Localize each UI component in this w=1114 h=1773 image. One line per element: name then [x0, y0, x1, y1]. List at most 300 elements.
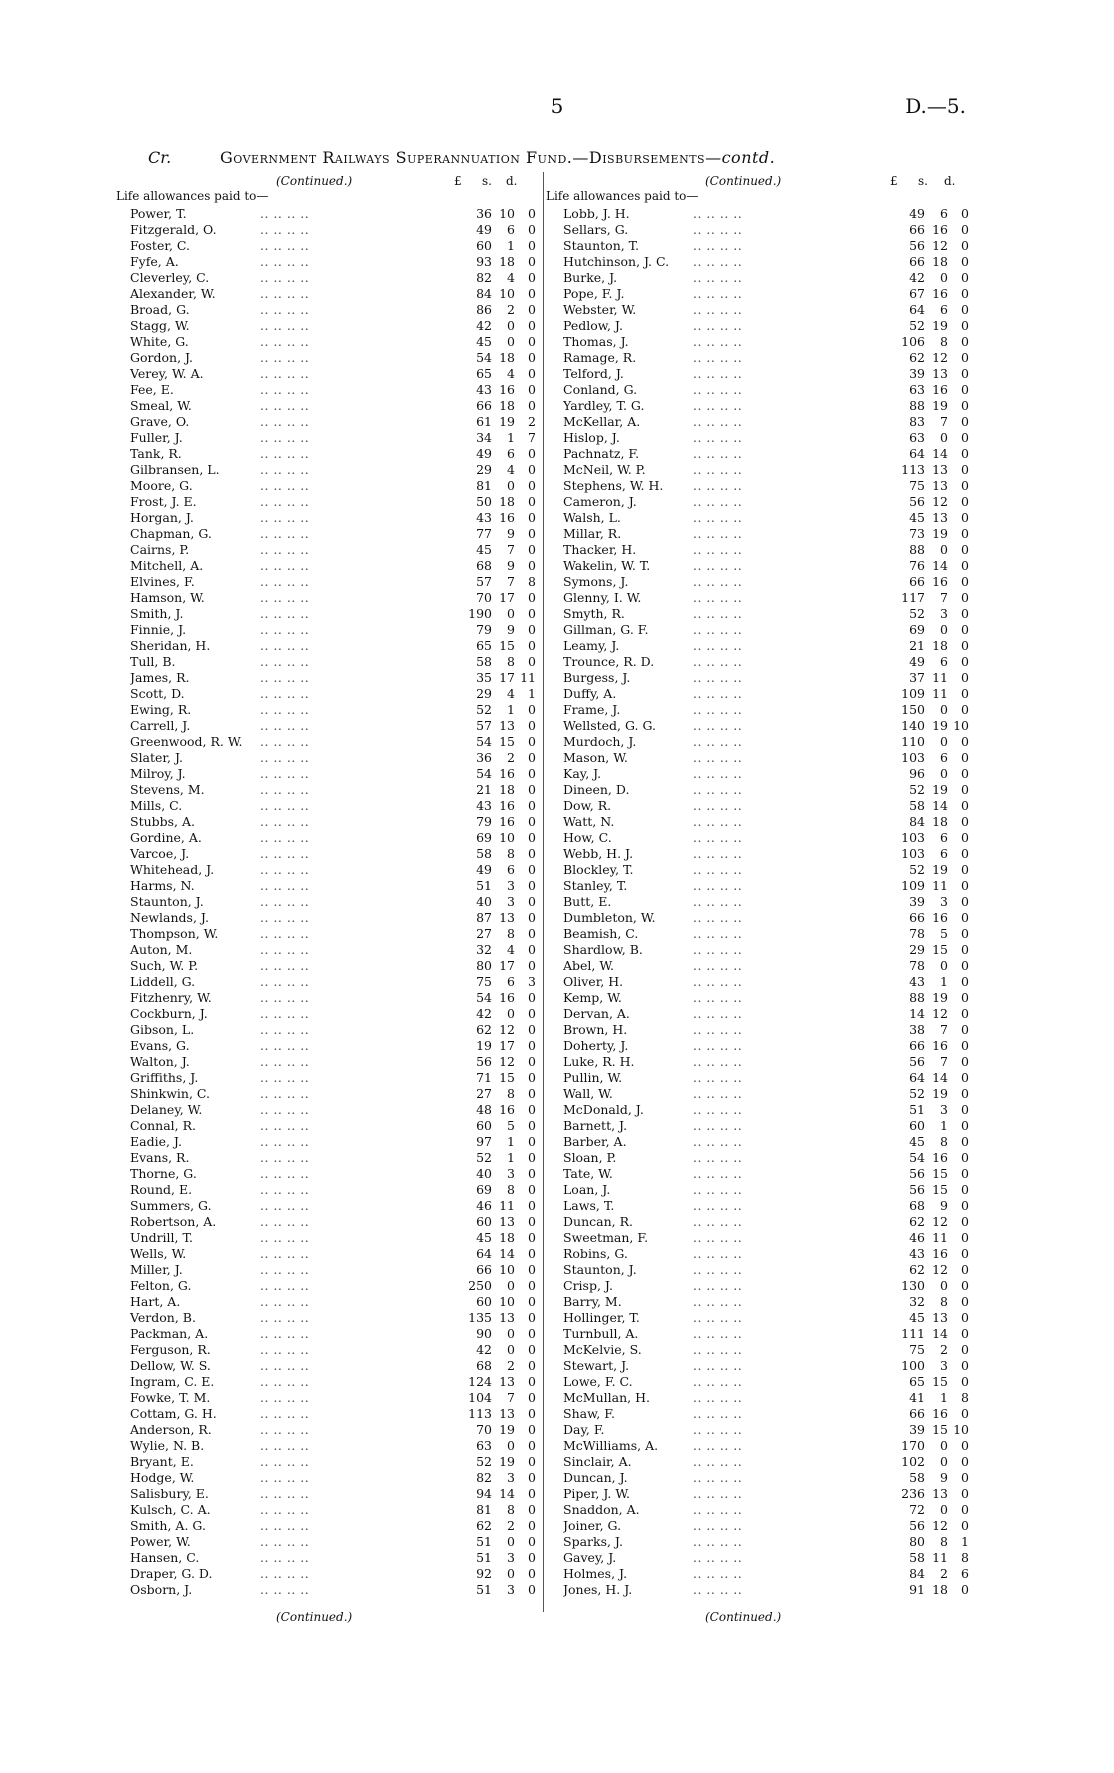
list-item	[130, 1262, 536, 1278]
recipient-name: Fuller, J.	[130, 430, 183, 445]
amount-pence: 0	[961, 1406, 969, 1421]
recipient-name: Ferguson, R.	[130, 1342, 211, 1357]
leader-dots: .. .. .. ..	[260, 798, 310, 813]
amount-pence: 0	[528, 494, 536, 509]
amount-shillings: 15	[932, 1374, 948, 1389]
amount-shillings: 13	[932, 1310, 948, 1325]
leader-dots: .. .. .. ..	[693, 846, 743, 861]
amount-pence: 0	[528, 446, 536, 461]
leader-dots: .. .. .. ..	[693, 1406, 743, 1421]
amount-pence: 0	[961, 478, 969, 493]
amount-pounds: 35	[476, 670, 492, 685]
amount-shillings: 14	[932, 1070, 948, 1085]
list-item	[563, 414, 969, 430]
amount-pounds: 51	[476, 1534, 492, 1549]
recipient-name: Cleverley, C.	[130, 270, 210, 285]
amount-pence: 0	[528, 1086, 536, 1101]
leader-dots: .. .. .. ..	[693, 1486, 743, 1501]
amount-pence: 0	[961, 942, 969, 957]
leader-dots: .. .. .. ..	[693, 1118, 743, 1133]
amount-shillings: 0	[507, 1534, 515, 1549]
leader-dots: .. .. .. ..	[260, 638, 310, 653]
amount-pounds: 84	[909, 1566, 925, 1581]
leader-dots: .. .. .. ..	[693, 1502, 743, 1517]
amount-pence: 0	[961, 1230, 969, 1245]
amount-pence: 0	[961, 526, 969, 541]
amount-shillings: 2	[940, 1342, 948, 1357]
leader-dots: .. .. .. ..	[693, 398, 743, 413]
recipient-name: Finnie, J.	[130, 622, 187, 637]
recipient-name: Laws, T.	[563, 1198, 615, 1213]
amount-shillings: 16	[932, 1038, 948, 1053]
list-item	[130, 526, 536, 542]
amount-pounds: 40	[476, 894, 492, 909]
list-item	[130, 1518, 536, 1534]
recipient-name: Gordine, A.	[130, 830, 202, 845]
list-item	[130, 1006, 536, 1022]
amount-pence: 0	[961, 1054, 969, 1069]
amount-pounds: 66	[476, 398, 492, 413]
recipient-name: Power, T.	[130, 206, 187, 221]
amount-shillings: 10	[499, 1294, 515, 1309]
amount-shillings: 15	[932, 942, 948, 957]
leader-dots: .. .. .. ..	[260, 734, 310, 749]
amount-pounds: 51	[476, 1550, 492, 1565]
leader-dots: .. .. .. ..	[260, 542, 310, 557]
recipient-name: Sinclair, A.	[563, 1454, 632, 1469]
amount-pence: 0	[528, 830, 536, 845]
amount-pounds: 43	[909, 1246, 925, 1261]
recipient-name: Scott, D.	[130, 686, 185, 701]
leader-dots: .. .. .. ..	[260, 1022, 310, 1037]
leader-dots: .. .. .. ..	[260, 334, 310, 349]
amount-pounds: 42	[476, 318, 492, 333]
amount-pounds: 60	[909, 1118, 925, 1133]
credit-label: Cr.	[148, 148, 172, 167]
recipient-name: Holmes, J.	[563, 1566, 628, 1581]
recipient-name: Moore, G.	[130, 478, 193, 493]
amount-pence: 0	[961, 1038, 969, 1053]
amount-pounds: 39	[909, 1422, 925, 1437]
amount-pence: 0	[961, 910, 969, 925]
amount-pence: 0	[961, 286, 969, 301]
amount-pounds: 68	[476, 558, 492, 573]
right-shilling-header: s.	[918, 174, 928, 188]
amount-pence: 0	[961, 254, 969, 269]
amount-pounds: 54	[476, 766, 492, 781]
amount-pence: 0	[961, 1214, 969, 1229]
recipient-name: Harms, N.	[130, 878, 195, 893]
amount-pence: 0	[961, 1486, 969, 1501]
amount-pounds: 80	[909, 1534, 925, 1549]
amount-pence: 0	[528, 238, 536, 253]
recipient-name: Thomas, J.	[563, 334, 629, 349]
amount-pence: 0	[961, 734, 969, 749]
amount-pounds: 19	[476, 1038, 492, 1053]
amount-pounds: 54	[476, 734, 492, 749]
list-item	[130, 1118, 536, 1134]
recipient-name: Smyth, R.	[563, 606, 625, 621]
list-item	[563, 1438, 969, 1454]
amount-shillings: 19	[932, 1086, 948, 1101]
list-item	[563, 1166, 969, 1182]
leader-dots: .. .. .. ..	[693, 286, 743, 301]
amount-pence: 0	[961, 1102, 969, 1117]
recipient-name: Crisp, J.	[563, 1278, 613, 1293]
list-item	[130, 1070, 536, 1086]
recipient-name: Whitehead, J.	[130, 862, 215, 877]
amount-shillings: 0	[940, 958, 948, 973]
leader-dots: .. .. .. ..	[693, 254, 743, 269]
list-item	[563, 654, 969, 670]
list-item	[563, 1518, 969, 1534]
amount-shillings: 3	[507, 878, 515, 893]
amount-shillings: 9	[507, 558, 515, 573]
amount-pence: 0	[961, 654, 969, 669]
list-item	[130, 990, 536, 1006]
amount-shillings: 10	[499, 830, 515, 845]
recipient-name: Beamish, C.	[563, 926, 639, 941]
amount-shillings: 3	[507, 1470, 515, 1485]
amount-pence: 0	[528, 814, 536, 829]
list-item	[130, 1550, 536, 1566]
list-item	[563, 1214, 969, 1230]
leader-dots: .. .. .. ..	[260, 1502, 310, 1517]
amount-pence: 0	[528, 1262, 536, 1277]
recipient-name: Ingram, C. E.	[130, 1374, 215, 1389]
leader-dots: .. .. .. ..	[693, 686, 743, 701]
amount-pence: 0	[528, 302, 536, 317]
amount-pence: 0	[961, 622, 969, 637]
list-item	[130, 606, 536, 622]
amount-pounds: 54	[476, 350, 492, 365]
amount-pence: 0	[528, 1166, 536, 1181]
amount-pence: 0	[528, 1534, 536, 1549]
amount-pence: 10	[953, 718, 969, 733]
amount-shillings: 3	[940, 1102, 948, 1117]
recipient-name: McWilliams, A.	[563, 1438, 659, 1453]
recipient-name: Butt, E.	[563, 894, 612, 909]
amount-pounds: 66	[909, 1038, 925, 1053]
recipient-name: Wall, W.	[563, 1086, 613, 1101]
leader-dots: .. .. .. ..	[260, 510, 310, 525]
amount-pounds: 70	[476, 1422, 492, 1437]
amount-shillings: 6	[940, 654, 948, 669]
list-item	[130, 1198, 536, 1214]
amount-pounds: 21	[909, 638, 925, 653]
amount-shillings: 16	[932, 382, 948, 397]
leader-dots: .. .. .. ..	[693, 878, 743, 893]
recipient-name: Dineen, D.	[563, 782, 630, 797]
list-item	[563, 494, 969, 510]
amount-pounds: 77	[476, 526, 492, 541]
leader-dots: .. .. .. ..	[693, 382, 743, 397]
list-item	[130, 1502, 536, 1518]
leader-dots: .. .. .. ..	[693, 814, 743, 829]
amount-shillings: 6	[507, 862, 515, 877]
amount-pounds: 57	[476, 574, 492, 589]
amount-pence: 0	[528, 334, 536, 349]
amount-pence: 0	[961, 1502, 969, 1517]
recipient-name: Wellsted, G. G.	[563, 718, 657, 733]
list-item	[563, 878, 969, 894]
leader-dots: .. .. .. ..	[693, 958, 743, 973]
recipient-name: Staunton, J.	[130, 894, 204, 909]
amount-shillings: 19	[932, 782, 948, 797]
amount-shillings: 9	[940, 1470, 948, 1485]
recipient-name: Sheridan, H.	[130, 638, 211, 653]
amount-pounds: 62	[909, 1214, 925, 1229]
leader-dots: .. .. .. ..	[693, 702, 743, 717]
amount-shillings: 7	[940, 1022, 948, 1037]
recipient-name: Duncan, J.	[563, 1470, 628, 1485]
recipient-name: Wakelin, W. T.	[563, 558, 651, 573]
amount-shillings: 8	[507, 846, 515, 861]
amount-pounds: 110	[901, 734, 925, 749]
list-item	[130, 446, 536, 462]
amount-shillings: 19	[932, 318, 948, 333]
amount-pounds: 49	[476, 446, 492, 461]
amount-pence: 0	[528, 286, 536, 301]
list-item	[130, 1230, 536, 1246]
leader-dots: .. .. .. ..	[260, 1102, 310, 1117]
amount-shillings: 15	[932, 1166, 948, 1181]
amount-pounds: 36	[476, 206, 492, 221]
amount-shillings: 4	[507, 942, 515, 957]
list-item	[130, 1582, 536, 1598]
leader-dots: .. .. .. ..	[693, 1214, 743, 1229]
list-item	[563, 894, 969, 910]
amount-pence: 11	[520, 670, 536, 685]
amount-pounds: 39	[909, 894, 925, 909]
amount-pounds: 100	[901, 1358, 925, 1373]
amount-shillings: 13	[932, 366, 948, 381]
amount-pence: 0	[961, 1198, 969, 1213]
amount-pence: 0	[528, 1246, 536, 1261]
leader-dots: .. .. .. ..	[693, 590, 743, 605]
recipient-name: Ramage, R.	[563, 350, 637, 365]
list-item	[130, 1454, 536, 1470]
leader-dots: .. .. .. ..	[260, 1262, 310, 1277]
amount-shillings: 11	[932, 686, 948, 701]
amount-pounds: 109	[901, 878, 925, 893]
list-item	[130, 302, 536, 318]
amount-pounds: 32	[476, 942, 492, 957]
list-item	[130, 414, 536, 430]
amount-pounds: 63	[909, 382, 925, 397]
amount-shillings: 0	[940, 430, 948, 445]
amount-shillings: 3	[507, 894, 515, 909]
amount-pounds: 68	[909, 1198, 925, 1213]
list-item	[130, 798, 536, 814]
recipient-name: Cameron, J.	[563, 494, 637, 509]
leader-dots: .. .. .. ..	[260, 1582, 310, 1597]
list-item	[130, 638, 536, 654]
amount-shillings: 0	[940, 1502, 948, 1517]
amount-pounds: 63	[909, 430, 925, 445]
amount-pounds: 56	[909, 1166, 925, 1181]
list-item	[563, 782, 969, 798]
amount-shillings: 1	[940, 1390, 948, 1405]
leader-dots: .. .. .. ..	[260, 590, 310, 605]
leader-dots: .. .. .. ..	[260, 1038, 310, 1053]
recipient-name: White, G.	[130, 334, 189, 349]
leader-dots: .. .. .. ..	[693, 1470, 743, 1485]
amount-pence: 0	[961, 462, 969, 477]
amount-pence: 0	[528, 958, 536, 973]
recipient-name: Fitzgerald, O.	[130, 222, 217, 237]
recipient-name: Alexander, W.	[130, 286, 216, 301]
recipient-name: Such, W. P.	[130, 958, 199, 973]
leader-dots: .. .. .. ..	[693, 1358, 743, 1373]
amount-pounds: 60	[476, 238, 492, 253]
amount-pence: 0	[961, 318, 969, 333]
amount-shillings: 16	[932, 286, 948, 301]
amount-pence: 0	[961, 510, 969, 525]
amount-shillings: 16	[932, 1246, 948, 1261]
amount-pence: 0	[528, 1470, 536, 1485]
amount-pounds: 29	[909, 942, 925, 957]
amount-shillings: 1	[507, 430, 515, 445]
amount-shillings: 16	[932, 574, 948, 589]
amount-pence: 0	[528, 318, 536, 333]
amount-pence: 0	[528, 1310, 536, 1325]
amount-shillings: 0	[940, 766, 948, 781]
amount-pence: 0	[961, 1086, 969, 1101]
leader-dots: .. .. .. ..	[260, 1374, 310, 1389]
list-item	[130, 1422, 536, 1438]
leader-dots: .. .. .. ..	[260, 414, 310, 429]
list-item	[563, 1374, 969, 1390]
recipient-name: Mitchell, A.	[130, 558, 204, 573]
list-item	[130, 926, 536, 942]
leader-dots: .. .. .. ..	[260, 1214, 310, 1229]
leader-dots: .. .. .. ..	[693, 1390, 743, 1405]
amount-pounds: 78	[909, 926, 925, 941]
amount-pounds: 113	[901, 462, 925, 477]
amount-pounds: 50	[476, 494, 492, 509]
amount-pounds: 58	[476, 846, 492, 861]
amount-pounds: 64	[909, 302, 925, 317]
amount-shillings: 16	[499, 1102, 515, 1117]
amount-shillings: 17	[499, 590, 515, 605]
amount-pence: 0	[961, 846, 969, 861]
recipient-name: Gibson, L.	[130, 1022, 195, 1037]
leader-dots: .. .. .. ..	[260, 206, 310, 221]
recipient-name: Felton, G.	[130, 1278, 192, 1293]
list-item	[563, 1198, 969, 1214]
list-item	[130, 398, 536, 414]
recipient-name: Robertson, A.	[130, 1214, 217, 1229]
leader-dots: .. .. .. ..	[260, 622, 310, 637]
recipient-name: Pope, F. J.	[563, 286, 625, 301]
amount-shillings: 2	[507, 302, 515, 317]
recipient-name: Snaddon, A.	[563, 1502, 640, 1517]
leader-dots: .. .. .. ..	[693, 926, 743, 941]
leader-dots: .. .. .. ..	[260, 382, 310, 397]
amount-pounds: 111	[901, 1326, 925, 1341]
amount-pounds: 49	[476, 222, 492, 237]
recipient-name: Horgan, J.	[130, 510, 194, 525]
leader-dots: .. .. .. ..	[693, 654, 743, 669]
list-item	[563, 1054, 969, 1070]
leader-dots: .. .. .. ..	[693, 1326, 743, 1341]
list-item	[563, 1118, 969, 1134]
amount-shillings: 12	[932, 1518, 948, 1533]
amount-shillings: 16	[932, 910, 948, 925]
amount-pence: 0	[528, 846, 536, 861]
amount-pounds: 64	[909, 1070, 925, 1085]
right-pound-header: £	[890, 174, 898, 188]
leader-dots: .. .. .. ..	[693, 510, 743, 525]
amount-shillings: 4	[507, 366, 515, 381]
amount-pence: 2	[528, 414, 536, 429]
list-item	[563, 1534, 969, 1550]
recipient-name: Staunton, T.	[563, 238, 640, 253]
leader-dots: .. .. .. ..	[693, 622, 743, 637]
leader-dots: .. .. .. ..	[693, 1230, 743, 1245]
leader-dots: .. .. .. ..	[693, 1534, 743, 1549]
amount-pence: 0	[961, 894, 969, 909]
leader-dots: .. .. .. ..	[693, 606, 743, 621]
amount-pounds: 52	[909, 862, 925, 877]
recipient-name: Hislop, J.	[563, 430, 620, 445]
amount-shillings: 18	[499, 782, 515, 797]
amount-pence: 0	[528, 782, 536, 797]
amount-pence: 0	[528, 382, 536, 397]
amount-shillings: 16	[932, 222, 948, 237]
amount-pence: 0	[961, 1470, 969, 1485]
list-item	[563, 734, 969, 750]
amount-pence: 0	[528, 1374, 536, 1389]
recipient-name: Luke, R. H.	[563, 1054, 635, 1069]
recipient-name: McDonald, J.	[563, 1102, 644, 1117]
recipient-name: Evans, G.	[130, 1038, 190, 1053]
leader-dots: .. .. .. ..	[260, 1294, 310, 1309]
list-item	[130, 1086, 536, 1102]
recipient-name: Webb, H. J.	[563, 846, 634, 861]
amount-pounds: 43	[476, 798, 492, 813]
recipient-name: Symons, J.	[563, 574, 629, 589]
leader-dots: .. .. .. ..	[693, 350, 743, 365]
amount-shillings: 5	[940, 926, 948, 941]
amount-pounds: 45	[909, 1134, 925, 1149]
amount-shillings: 3	[507, 1166, 515, 1181]
list-item	[563, 510, 969, 526]
recipient-name: Watt, N.	[563, 814, 615, 829]
list-item	[563, 926, 969, 942]
amount-shillings: 13	[499, 910, 515, 925]
recipient-name: Hart, A.	[130, 1294, 181, 1309]
recipient-name: Wells, W.	[130, 1246, 187, 1261]
amount-pence: 0	[961, 766, 969, 781]
leader-dots: .. .. .. ..	[260, 958, 310, 973]
recipient-name: Milroy, J.	[130, 766, 186, 781]
leader-dots: .. .. .. ..	[260, 574, 310, 589]
amount-shillings: 18	[932, 638, 948, 653]
amount-pence: 8	[961, 1390, 969, 1405]
amount-pounds: 65	[476, 366, 492, 381]
amount-pounds: 52	[909, 1086, 925, 1101]
amount-pence: 0	[961, 398, 969, 413]
leader-dots: .. .. .. ..	[260, 974, 310, 989]
leader-dots: .. .. .. ..	[693, 734, 743, 749]
amount-pounds: 84	[909, 814, 925, 829]
list-item	[563, 1502, 969, 1518]
recipient-name: Burke, J.	[563, 270, 618, 285]
recipient-name: Dellow, W. S.	[130, 1358, 211, 1373]
amount-pence: 0	[961, 574, 969, 589]
